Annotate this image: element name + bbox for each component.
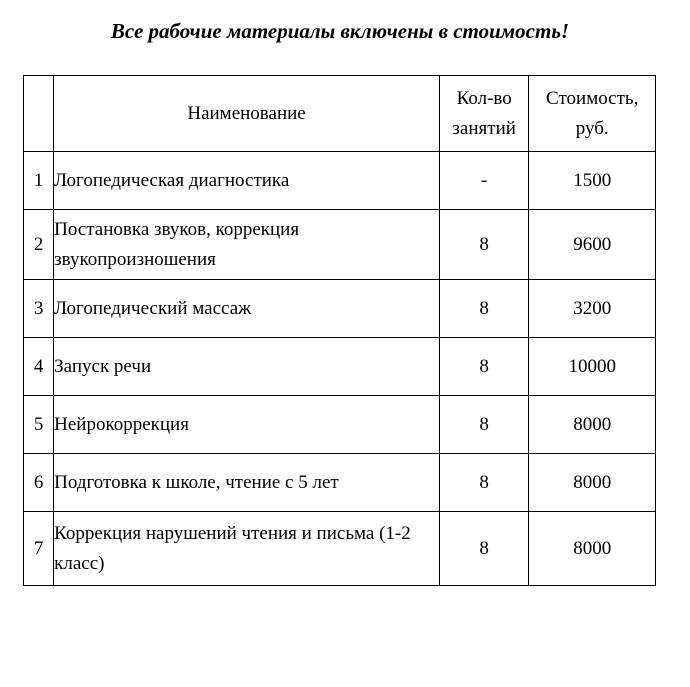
table-header-row	[24, 76, 656, 152]
service-name: Постановка звуков, коррекция звукопроизношения	[54, 210, 440, 280]
header-quantity-line-1: Кол-во	[456, 87, 512, 109]
service-cost: 8000	[529, 512, 656, 586]
service-name: Подготовка к школе, чтение с 5 лет	[54, 454, 440, 512]
service-name: Коррекция нарушений чтения и письма (1-2 класс)	[54, 512, 440, 586]
session-count: 8	[439, 210, 528, 280]
table-row	[24, 210, 656, 280]
session-count: 8	[439, 396, 528, 454]
row-number: 1	[24, 152, 54, 210]
table-row	[24, 454, 656, 512]
service-cost: 8000	[529, 454, 656, 512]
header-number-cell	[24, 76, 54, 152]
session-count: 8	[439, 512, 528, 586]
header-name-cell: Наименование	[54, 76, 440, 152]
row-number: 3	[24, 280, 54, 338]
header-quantity-cell	[439, 76, 528, 152]
service-name: Запуск речи	[54, 338, 440, 396]
row-number: 2	[24, 210, 54, 280]
header-cost-line-2: руб.	[575, 117, 609, 139]
price-table	[23, 75, 656, 586]
table-row	[24, 396, 656, 454]
row-number: 6	[24, 454, 54, 512]
service-cost: 9600	[529, 210, 656, 280]
row-number: 5	[24, 396, 54, 454]
table-row	[24, 338, 656, 396]
service-cost: 1500	[529, 152, 656, 210]
header-cost-line-1: Стоимость,	[546, 87, 639, 109]
service-cost: 8000	[529, 396, 656, 454]
session-count: 8	[439, 338, 528, 396]
header-cost-cell	[529, 76, 656, 152]
table-row	[24, 152, 656, 210]
header-quantity-line-2: занятий	[452, 117, 516, 139]
table-row	[24, 512, 656, 586]
session-count: 8	[439, 454, 528, 512]
service-name: Логопедическая диагностика	[54, 152, 440, 210]
row-number: 4	[24, 338, 54, 396]
table-row	[24, 280, 656, 338]
page-heading: Все рабочие материалы включены в стоимость!	[110, 19, 570, 43]
service-cost: 10000	[529, 338, 656, 396]
service-cost: 3200	[529, 280, 656, 338]
session-count: 8	[439, 280, 528, 338]
service-name: Нейрокоррекция	[54, 396, 440, 454]
session-count: -	[439, 152, 528, 210]
service-name: Логопедический массаж	[54, 280, 440, 338]
row-number: 7	[24, 512, 54, 586]
